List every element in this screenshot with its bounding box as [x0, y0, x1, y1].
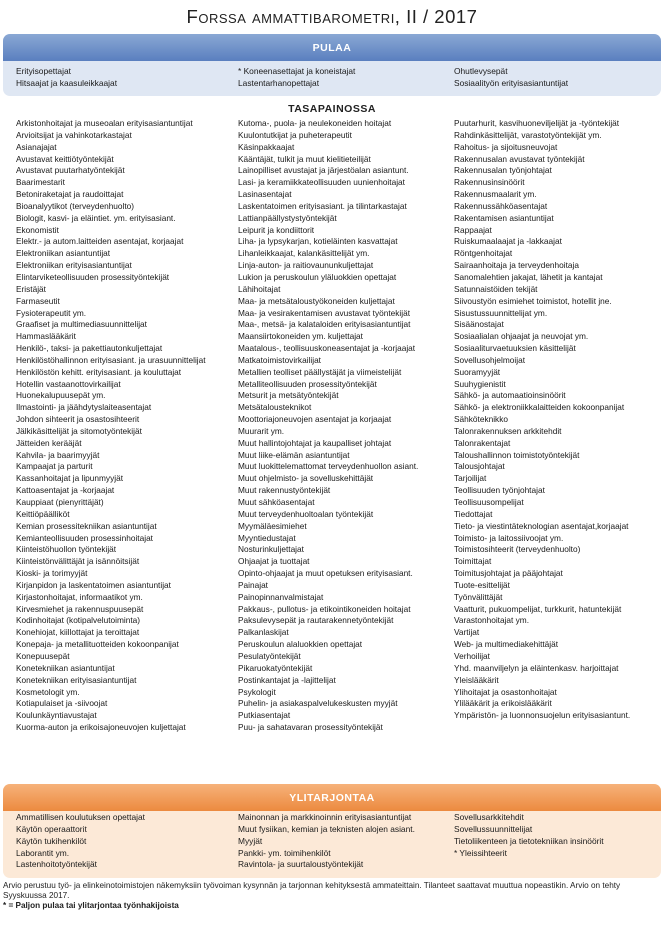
occupation-item: Pakkaus-, pullotus- ja etikointikoneiden hoitajat — [238, 603, 411, 614]
occupation-item: Sovellusarkkitehdit — [454, 812, 524, 822]
occupation-item: Avustavat puutarhatyöntekijät — [16, 165, 125, 176]
occupation-item: Taloushallinnon toimistotyöntekijät — [454, 449, 580, 460]
occupation-item: Lasi- ja keramiikkateollisuuden uunienhoitajat — [238, 177, 405, 188]
occupation-item: * Yleissihteerit — [454, 847, 507, 858]
occupation-item: Lastenhoitotyöntekijät — [16, 859, 98, 870]
occupation-item: Lihanleikkaajat, kalankäsittelijät ym. — [238, 248, 370, 259]
occupation-item: Baarimestarit — [16, 177, 65, 188]
occupation-item: Peruskoulun alaluokkien opettajat — [238, 639, 363, 650]
occupation-item: Kuorma-auton ja erikoisajoneuvojen kuljettajat — [16, 722, 186, 733]
occupation-item: Elintarviketeollisuuden prosessityöntekijät — [16, 271, 170, 282]
occupation-item: Betoniraketajat ja raudoittajat — [16, 189, 124, 200]
tasapaino-heading: TASAPAINOSSA — [288, 103, 376, 115]
occupation-item: Erityisopettajat — [16, 66, 71, 76]
occupation-item: Jätteiden kerääjät — [16, 437, 82, 448]
occupation-item: Teollisuusompelijat — [454, 497, 524, 507]
occupation-item: Yhd. maanviljelyn ja eläintenkasv. harjoittajat — [454, 662, 619, 673]
occupation-item: Pesulatyöntekijät — [238, 650, 301, 661]
occupation-item: Puhelin- ja asiakaspalvelukeskusten myyjät — [238, 698, 398, 709]
occupation-item: Keittiöpäälliköt — [16, 508, 70, 519]
pulaa-col-2 — [238, 66, 454, 90]
occupation-item: Konepaja- ja metallituotteiden kokoonpanijat — [16, 639, 179, 650]
occupation-item: Lasinasentajat — [238, 189, 292, 200]
occupation-item: Rakentamisen asiantuntijat — [454, 212, 554, 223]
occupation-item: Ympäristön- ja luonnonsuojelun erityisasiantunt. — [454, 710, 631, 721]
occupation-item: Laborantit ym. — [16, 847, 70, 858]
occupation-item: Tieto- ja viestintäteknologian asentajat,korjaajat — [454, 520, 629, 531]
footnote-legend: * = Paljon pulaa tai ylitarjontaa työnhakijoista — [3, 900, 179, 910]
occupation-item: Muurarit ym. — [238, 425, 285, 436]
ylitarjonta-col-1 — [16, 812, 238, 871]
occupation-item: Sairaanhoitaja ja terveydenhoitaja — [454, 260, 580, 271]
occupation-item: Talousjohtajat — [454, 461, 505, 472]
occupation-item: Ammatillisen koulutuksen opettajat — [16, 812, 145, 822]
occupation-item: Ylihoitajat ja osastonhoitajat — [454, 686, 557, 697]
occupation-item: Lukion ja peruskoulun yläluokkien opettajat — [238, 271, 397, 282]
occupation-item: Putkiasentajat — [238, 710, 291, 721]
occupation-item: Konetekniikan asiantuntijat — [16, 662, 115, 673]
occupation-item: Talonrakentajat — [454, 437, 511, 448]
occupation-item: Suuhygienistit — [454, 378, 506, 389]
occupation-item: Muut ohjelmisto- ja sovelluskehittäjät — [238, 473, 374, 484]
occupation-item: Tiedottajat — [454, 508, 493, 519]
occupation-item: Graafiset ja multimediasuunnittelijat — [16, 319, 147, 330]
occupation-item: Lainopilliset avustajat ja järjestöalan asiantunt. — [238, 165, 409, 176]
ylitarjonta-grid — [16, 812, 664, 871]
occupation-item: Rakennussähköasentajat — [454, 200, 548, 211]
pulaa-grid — [16, 66, 664, 90]
occupation-item: Toimisto- ja laitossiivoojat ym. — [454, 532, 564, 543]
occupation-item: Toimittajat — [454, 556, 492, 567]
occupation-item: Talonrakennuksen arkkitehdit — [454, 425, 562, 436]
occupation-item: Rahoitus- ja sijoitusneuvojat — [454, 141, 558, 152]
occupation-item: Käytön tukihenkilöt — [16, 835, 87, 846]
occupation-item: Jälkikäsittelijät ja sitomotyöntekijät — [16, 425, 142, 436]
occupation-item: Muut rakennustyöntekijät — [238, 485, 331, 496]
occupation-item: Metsätalousteknikot — [238, 402, 312, 413]
occupation-item: Elektroniikan asiantuntijat — [16, 248, 111, 259]
occupation-item: Maa- ja vesirakentamisen avustavat työntekijät — [238, 307, 411, 318]
occupation-item: Ohutlevysepät — [454, 66, 508, 76]
pulaa-col-1 — [16, 66, 238, 90]
occupation-item: Puu- ja sahatavaran prosessityöntekijät — [238, 722, 383, 733]
occupation-item: Tarjoilijat — [454, 473, 487, 484]
occupation-item: Kampaajat ja parturit — [16, 461, 93, 472]
occupation-item: Työnvälittäjät — [454, 591, 503, 602]
tasapaino-col-2 — [238, 118, 454, 734]
occupation-item: Arkistonhoitajat ja museoalan erityisasiantuntijat — [16, 118, 193, 128]
occupation-item: Metalliteollisuuden prosessityöntekijät — [238, 378, 377, 389]
occupation-item: Satunnaistöiden tekijät — [454, 283, 538, 294]
occupation-item: Pankki- ym. toimihenkilöt — [238, 847, 331, 858]
occupation-item: Nosturinkuljettajat — [238, 544, 304, 555]
occupation-item: Myyntiedustajat — [238, 532, 296, 543]
occupation-item: Maatalous-, teollisuuskoneasentajat ja -korjaajat — [238, 343, 416, 354]
occupation-item: Kirjastonhoitajat, informaatikot ym. — [16, 591, 143, 602]
occupation-item: Metallien teolliset päällystäjät ja viimeistelijät — [238, 366, 402, 377]
occupation-item: Leipurit ja kondiittorit — [238, 224, 315, 235]
occupation-item: Matkatoimistovirkailijat — [238, 354, 321, 365]
occupation-item: Fysioterapeutit ym. — [16, 307, 87, 318]
occupation-item: Farmaseutit — [16, 295, 60, 306]
occupation-item: Sanomalehtien jakajat, lähetit ja kantajat — [454, 271, 603, 282]
occupation-item: Metsurit ja metsätyöntekijät — [238, 390, 339, 401]
occupation-item: Painopinnanvalmistajat — [238, 591, 324, 602]
occupation-item: Kahvila- ja baarimyyjät — [16, 449, 100, 460]
occupation-item: Paksulevysepät ja rautarakennetyöntekijät — [238, 615, 394, 626]
occupation-item: Kauppiaat (pienyrittäjät) — [16, 497, 104, 507]
occupation-item: Hotellin vastaanottovirkailijat — [16, 378, 121, 389]
occupation-item: Arvioitsijat ja vahinkotarkastajat — [16, 129, 132, 140]
occupation-item: Postinkantajat ja -lajittelijat — [238, 674, 336, 685]
occupation-item: Tietoliikenteen ja tietotekniikan insinöörit — [454, 835, 604, 846]
occupation-item: Ohjaajat ja tuottajat — [238, 556, 310, 567]
occupation-item: Rakennusalan avustavat työntekijät — [454, 153, 585, 164]
occupation-item: Kutoma-, puola- ja neulekoneiden hoitajat — [238, 118, 392, 128]
occupation-item: Kodinhoitajat (kotipalvelutoiminta) — [16, 615, 141, 626]
occupation-item: Linja-auton- ja raitiovaununkuljettajat — [238, 260, 374, 271]
occupation-item: Rakennusalan työnjohtajat — [454, 165, 552, 176]
occupation-item: Palkanlaskijat — [238, 627, 289, 638]
occupation-item: Vaatturit, pukuompelijat, turkkurit, hatuntekijät — [454, 603, 622, 614]
occupation-item: Lähihoitajat — [238, 283, 281, 294]
occupation-item: Kääntäjät, tulkit ja muut kielitieteilijät — [238, 153, 371, 164]
occupation-item: Toimistosihteerit (terveydenhuolto) — [454, 544, 581, 555]
occupation-item: Käsinpakkaajat — [238, 141, 295, 152]
occupation-item: Lattianpäällystystyöntekijät — [238, 212, 337, 223]
occupation-item: Muut luokittelemattomat terveydenhuollon asiant. — [238, 461, 419, 472]
occupation-item: Muut terveydenhuoltoalan työntekijät — [238, 508, 374, 519]
occupation-item: Sähkö- ja elektroniikkalaitteiden kokoonpanijat — [454, 402, 625, 413]
occupation-item: Koulunkäyntiavustajat — [16, 710, 97, 721]
occupation-item: Kattoasentajat ja -korjaajat — [16, 485, 115, 496]
occupation-item: Opinto-ohjaajat ja muut opetuksen erityisasiant. — [238, 568, 413, 579]
occupation-item: Elektr.- ja autom.laitteiden asentajat, korjaajat — [16, 236, 184, 247]
occupation-item: Hammaslääkärit — [16, 331, 76, 342]
occupation-item: Kuulontutkijat ja puheterapeutit — [238, 129, 352, 140]
occupation-item: Henkilöstöhallinnon erityisasiant. ja urasuunnittelijat — [16, 354, 206, 365]
occupation-item: Rappaajat — [454, 224, 492, 235]
occupation-item: Kiinteistöhuollon työntekijät — [16, 544, 117, 555]
occupation-item: Röntgenhoitajat — [454, 248, 513, 259]
tasapaino-grid — [16, 118, 664, 734]
occupation-item: Kirjanpidon ja laskentatoimen asiantuntijat — [16, 579, 171, 590]
occupation-item: * Koneenasettajat ja koneistajat — [238, 66, 356, 76]
occupation-item: Rahdinkäsittelijät, varastotyöntekijät ym. — [454, 129, 602, 140]
occupation-item: Konetekniikan erityisasiantuntijat — [16, 674, 137, 685]
occupation-item: Huonekalupuusepät ym. — [16, 390, 106, 401]
occupation-item: Vartijat — [454, 627, 480, 638]
pulaa-heading: PULAA — [3, 34, 661, 61]
occupation-item: Maa-, metsä- ja kalataloiden erityisasiantuntijat — [238, 319, 411, 330]
occupation-item: Sosiaalityön erityisasiantuntijat — [454, 77, 569, 88]
occupation-item: Muut sähköasentajat — [238, 497, 315, 507]
occupation-item: Psykologit — [238, 686, 276, 697]
occupation-item: Bioanalyytikot (terveydenhuolto) — [16, 200, 135, 211]
occupation-item: Sosiaalialan ohjaajat ja neuvojat ym. — [454, 331, 589, 342]
occupation-item: Verhoilijat — [454, 650, 490, 661]
occupation-item: Kiinteistönvälittäjät ja isännöitsijät — [16, 556, 140, 567]
occupation-item: Kotiapulaiset ja -siivoojat — [16, 698, 108, 709]
occupation-item: Sisustussuunnittelijat ym. — [454, 307, 548, 318]
occupation-item: Konehiojat, kiillottajat ja teroittajat — [16, 627, 140, 638]
occupation-item: Ekonomistit — [16, 224, 59, 235]
occupation-item: Rakennusinsinöörit — [454, 177, 525, 188]
occupation-item: Kirvesmiehet ja rakennuspuusepät — [16, 603, 144, 614]
occupation-item: Biologit, kasvi- ja eläintiet. ym. erityisasiant. — [16, 212, 176, 223]
ylitarjonta-heading: YLITARJONTAA — [3, 784, 661, 811]
occupation-item: Sähkö- ja automaatioinsinöörit — [454, 390, 566, 401]
occupation-item: Laskentatoimen erityisasiant. ja tilintarkastajat — [238, 200, 407, 211]
footnote — [3, 881, 653, 911]
occupation-item: Muut liike-elämän asiantuntijat — [238, 449, 350, 460]
occupation-item: Teollisuuden työnjohtajat — [454, 485, 545, 496]
occupation-item: Elektroniikan erityisasiantuntijat — [16, 260, 132, 271]
occupation-item: Ylilääkärit ja erikoislääkärit — [454, 698, 552, 709]
tasapaino-col-3 — [454, 118, 664, 734]
occupation-item: Käytön operaattorit — [16, 823, 87, 834]
occupation-item: Myymäläesimiehet — [238, 520, 307, 531]
occupation-item: Myyjät — [238, 835, 263, 846]
occupation-item: Henkilö-, taksi- ja pakettiautonkuljettajat — [16, 343, 163, 354]
occupation-item: Suoramyyjät — [454, 366, 501, 377]
occupation-item: Kioski- ja torimyyjät — [16, 568, 88, 579]
occupation-item: Mainonnan ja markkinoinnin erityisasiantuntijat — [238, 812, 412, 822]
occupation-item: Painajat — [238, 579, 268, 590]
occupation-item: Ruiskumaalaajat ja -lakkaajat — [454, 236, 562, 247]
occupation-item: Maa- ja metsätaloustyökoneiden kuljettajat — [238, 295, 395, 306]
occupation-item: Web- ja multimediakehittäjät — [454, 639, 559, 650]
occupation-item: Sisäänostajat — [454, 319, 504, 330]
occupation-item: Sovellussuunnittelijat — [454, 823, 533, 834]
pulaa-col-3 — [454, 66, 664, 90]
occupation-item: Maansiirtokoneiden ym. kuljettajat — [238, 331, 363, 342]
occupation-item: Liha- ja lypsykarjan, kotieläinten kasvattajat — [238, 236, 398, 247]
occupation-item: Kassanhoitajat ja lipunmyyjät — [16, 473, 123, 484]
ylitarjonta-col-3 — [454, 812, 664, 871]
occupation-item: Henkilöstön kehitt. erityisasiant. ja kouluttajat — [16, 366, 182, 377]
occupation-item: Eristäjät — [16, 283, 46, 294]
occupation-item: Varastonhoitajat ym. — [454, 615, 530, 626]
footnote-text: Arvio perustuu työ- ja elinkeinotoimistojen näkemyksiin työvoiman kysynnän ja tarjonnan kehityksestä ammateittain. Tilanteet saattavat muuttua nopeastikin. Arvio on tehty Syyskuussa 2017. — [3, 881, 621, 900]
ylitarjonta-col-2 — [238, 812, 454, 871]
occupation-item: Asianajajat — [16, 141, 57, 152]
occupation-item: Konepuusepät — [16, 650, 70, 661]
occupation-item: Lastentarhanopettajat — [238, 77, 320, 88]
occupation-item: Puutarhurit, kasvihuoneviljelijät ja -työntekijät — [454, 118, 620, 128]
occupation-item: Sovellusohjelmoijat — [454, 354, 526, 365]
occupation-item: Moottoriajoneuvojen asentajat ja korjaajat — [238, 414, 392, 425]
occupation-item: Siivoustyön esimiehet toimistot, hotellit jne. — [454, 295, 612, 306]
occupation-item: Hitsaajat ja kaasuleikkaajat — [16, 77, 118, 88]
occupation-item: Rakennusmaalarit ym. — [454, 189, 537, 200]
occupation-item: Muut hallintojohtajat ja kaupalliset johtajat — [238, 437, 392, 448]
occupation-item: Yleislääkärit — [454, 674, 499, 685]
occupation-item: Kemianteollisuuden prosessinhoitajat — [16, 532, 153, 543]
occupation-item: Kosmetologit ym. — [16, 686, 80, 697]
occupation-item: Tuote-esittelijät — [454, 579, 510, 590]
occupation-item: Johdon sihteerit ja osastosihteerit — [16, 414, 140, 425]
tasapaino-col-1 — [16, 118, 238, 734]
occupation-item: Muut fysiikan, kemian ja teknisten alojen asiant. — [238, 823, 415, 834]
occupation-item: Ilmastointi- ja jäähdytyslaiteasentajat — [16, 402, 152, 413]
page-title: Forssa ammattibarometri, II / 2017 — [186, 6, 478, 27]
occupation-item: Kemian prosessitekniikan asiantuntijat — [16, 520, 157, 531]
occupation-item: Avustavat keittiötyöntekijät — [16, 153, 114, 164]
occupation-item: Sähköteknikko — [454, 414, 508, 425]
occupation-item: Sosiaaliturvaetuuksien käsittelijät — [454, 343, 576, 354]
occupation-item: Pikaruokatyöntekijät — [238, 662, 313, 673]
occupation-item: Toimitusjohtajat ja pääjohtajat — [454, 568, 563, 579]
occupation-item: Ravintola- ja suurtaloustyöntekijät — [238, 859, 364, 870]
